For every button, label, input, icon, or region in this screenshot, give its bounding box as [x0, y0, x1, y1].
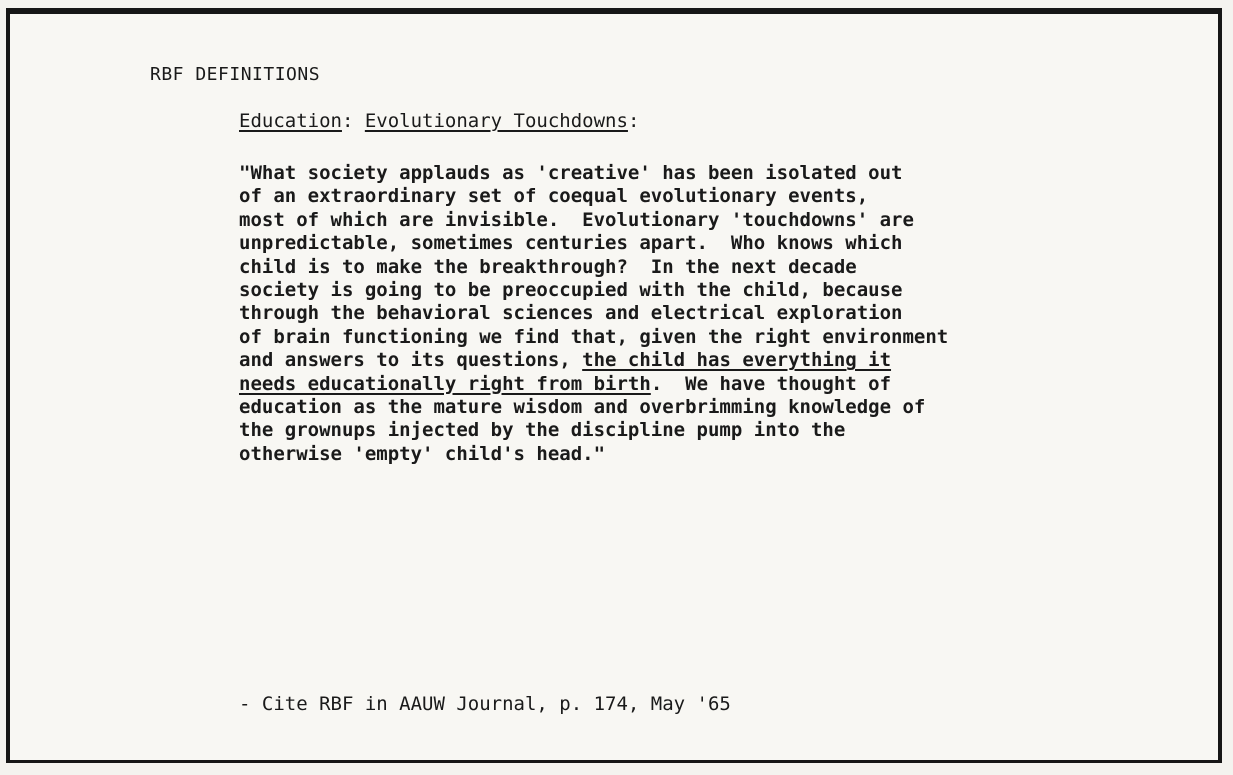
quote-line: the grownups injected by the discipline pump into the: [239, 419, 846, 442]
definition-card: [6, 8, 1222, 763]
topic-label: Evolutionary Touchdowns: [364, 110, 628, 132]
quote-line: unpredictable, sometimes centuries apart. Who knows which: [239, 232, 903, 255]
quote-line: "What society applauds as 'creative' has been isolated out: [239, 162, 903, 184]
quote-text-plain: . We have thought of: [650, 372, 892, 395]
term-label: Education: [239, 110, 342, 132]
quote-line: society is going to be preoccupied with the child, because: [239, 279, 903, 302]
subheading-colon: :: [627, 110, 640, 132]
quote-emphasis: the child has everything it: [582, 349, 892, 372]
quote-text-plain: and answers to its questions,: [239, 349, 583, 372]
quote-line: education as the mature wisdom and overbrimming knowledge of: [239, 396, 926, 419]
page-heading: RBF DEFINITIONS: [150, 64, 321, 85]
quote-line: of an extraordinary set of coequal evolutionary events,: [239, 185, 869, 208]
quotation: [239, 162, 1199, 466]
quote-emphasis: needs educationally right from birth: [239, 372, 651, 395]
subheading: [239, 110, 639, 132]
quote-line: [239, 373, 1199, 396]
quote-line: child is to make the breakthrough? In the next decade: [239, 255, 857, 278]
subheading-separator: :: [341, 110, 365, 132]
quote-line: most of which are invisible. Evolutionary 'touchdowns' are: [239, 208, 914, 231]
quote-line: [239, 349, 1199, 372]
quote-line: otherwise 'empty' child's head.": [239, 442, 606, 465]
citation: - Cite RBF in AAUW Journal, p. 174, May '65: [239, 693, 731, 715]
quote-line: through the behavioral sciences and electrical exploration: [239, 302, 903, 325]
quote-line: of brain functioning we find that, given the right environment: [239, 325, 949, 348]
